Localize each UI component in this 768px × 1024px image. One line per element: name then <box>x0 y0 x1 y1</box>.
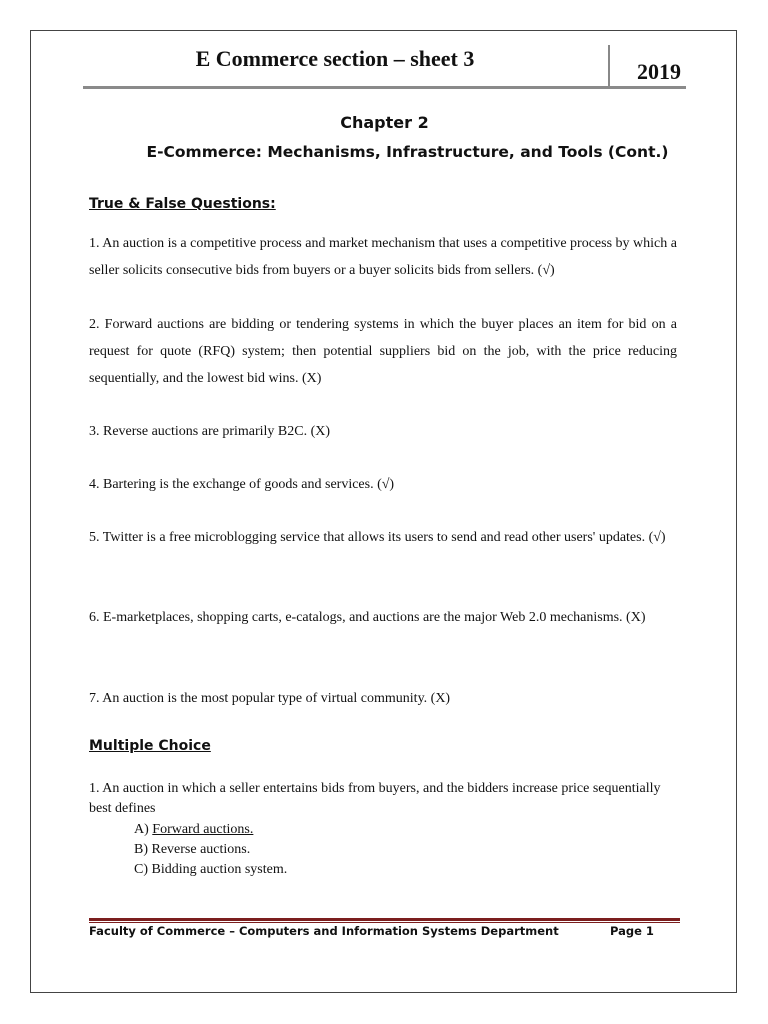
chapter-number: Chapter 2 <box>340 113 429 132</box>
mc-option-text: Bidding auction system. <box>151 862 288 877</box>
tf-question-3: 3. Reverse auctions are primarily B2C. (X) <box>89 424 331 439</box>
mc-option-c <box>134 860 287 880</box>
footer-rule-thin <box>89 922 680 923</box>
tf-question-5: 5. Twitter is a free microblogging service that allows its users to send and read other users' updates. (√) <box>89 530 666 545</box>
tf-question-2: 2. Forward auctions are bidding or tendering systems in which the buyer places an item for bid on a request for quote (RFQ) system; then potential suppliers bid on the job, with the price reducing sequentially, and the lowest bid wins. (X) <box>89 317 677 386</box>
footer-page-number: Page 1 <box>610 924 654 938</box>
tf-question-6: 6. E-marketplaces, shopping carts, e-catalogs, and auctions are the major Web 2.0 mechanisms. (X) <box>89 610 646 625</box>
true-false-heading: True & False Questions: <box>89 196 276 212</box>
header-rule <box>83 86 686 89</box>
tf-question-4: 4. Bartering is the exchange of goods and services. (√) <box>89 477 395 492</box>
mc-option-b <box>134 840 250 860</box>
mc-option-label: C) <box>134 862 152 877</box>
mc-option-a <box>134 820 253 840</box>
document-header-year: 2019 <box>637 59 681 84</box>
mc-option-label: B) <box>134 842 152 857</box>
mc-option-text: Reverse auctions. <box>151 842 251 857</box>
tf-question-1: 1. An auction is a competitive process and market mechanism that uses a competitive process by which a seller solicits consecutive bids from buyers or a buyer solicits bids from sellers. (√) <box>89 236 677 278</box>
mc-option-text: Forward auctions. <box>152 822 254 837</box>
footer-rule <box>89 918 680 921</box>
chapter-title: E-Commerce: Mechanisms, Infrastructure, and Tools (Cont.) <box>146 143 669 161</box>
mc-option-label: A) <box>134 822 153 837</box>
document-header-title: E Commerce section – sheet 3 <box>195 46 475 71</box>
header-divider <box>608 45 610 89</box>
mc-question-1: 1. An auction in which a seller entertains bids from buyers, and the bidders increase price sequentially best defines <box>89 781 661 816</box>
tf-question-7: 7. An auction is the most popular type of virtual community. (X) <box>89 691 451 706</box>
footer-department: Faculty of Commerce – Computers and Information Systems Department <box>89 924 559 938</box>
multiple-choice-heading: Multiple Choice <box>89 738 211 754</box>
